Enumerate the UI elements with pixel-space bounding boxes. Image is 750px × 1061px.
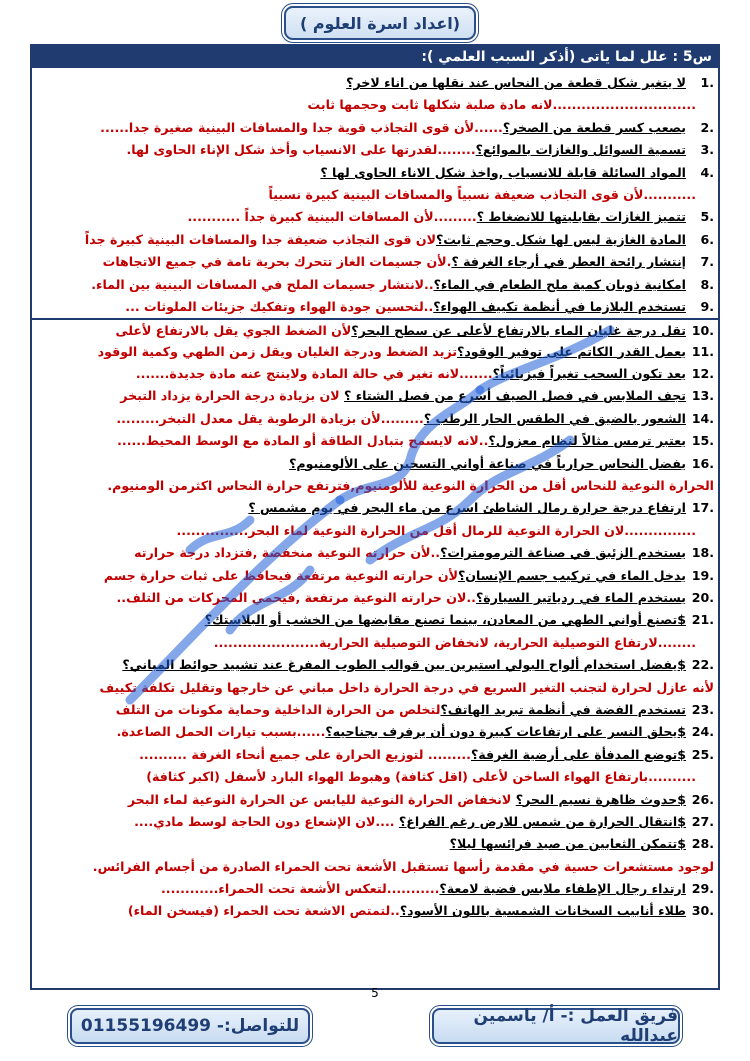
item-number: 1. (700, 75, 714, 90)
answer-text: ......... لتوزيع الحرارة على جميع أنحاء الغرفة .......... (139, 746, 471, 762)
question-text: المواد السائلة قابلة للانسياب ,واخذ شكل الاناء الحاوى لها ؟ (320, 164, 686, 180)
item-number: 6. (700, 231, 714, 247)
item-number: 14. (691, 410, 714, 426)
item-number: 10. (691, 323, 714, 339)
answer-continuation-line: ........لارتفاع التوصيلية الحرارية، لانخفاض التوصيلية الحرارية...................... (213, 634, 696, 650)
item-number: 15. (691, 433, 714, 449)
question-text: امكانية ذوبان كمية ملح الطعام في الماء؟ (433, 276, 686, 292)
item-number: 25. (691, 746, 714, 762)
page-header-title: (اعداد اسرة العلوم ) (299, 13, 461, 33)
question-text: يستخدم الماء في ردياتير السيارة؟ (475, 589, 686, 605)
question-text: $انتقال الحرارة من شمس للارض رغم الفراغ؟ (398, 813, 686, 829)
item-number: 18. (691, 545, 714, 561)
answer-line (32, 408, 718, 430)
answer-line (32, 363, 718, 385)
answer-line (32, 587, 718, 609)
question-text: $حدوث ظاهرة نسيم البحر؟ (515, 791, 686, 807)
item-number: 24. (691, 724, 714, 740)
question-text: تستخدم الفضة في أنظمة تبريد الهاتف؟ (440, 701, 686, 717)
answer-text: لأن حرارته النوعية مرتفعة فيحافظ على ثبات حرارة جسم (103, 567, 458, 583)
answer-text: لتخلص من الحرارة الداخلية وحماية مكونات من التلف (115, 701, 441, 717)
question-text: تسمية السوائل والغازات بالموائع؟ (475, 142, 686, 158)
question-title-bar (32, 46, 718, 68)
answer-text: .........لأن بزيادة الرطوبة يقل معدل التبخر......... (116, 410, 424, 426)
question-text: تجف الملابس في فصل الصيف أسرع من فصل الشتاء ؟ (344, 388, 686, 404)
answer-line (32, 542, 718, 564)
answer-text: ........لقدرتها على الانسياب وأخذ شكل الإناء الحاوى لها. (126, 142, 476, 158)
answer-continuation-line: لوجود مستشعرات حسية في مقدمة رأسها تستقبل الأشعة تحت الحمراء الصادرة من أجسام الفرائس. (92, 858, 714, 874)
answer-line (32, 296, 718, 318)
answer-text: ..لان حرارته النوعية مرتفعة ,فيحمي المحركات من التلف.. (116, 589, 476, 605)
item-number: 17. (691, 500, 714, 516)
item-number: 13. (691, 388, 714, 404)
item-number: 3. (700, 142, 714, 158)
question-text: يعمل القدر الكاتم على توفير الوقود؟ (457, 343, 686, 359)
answer-line (32, 430, 718, 452)
item-number: 28. (691, 836, 714, 852)
question-text: $يحلق النسر على ارتفاعات كبيرة دون أن يرفرف بجناحيه؟ (325, 724, 686, 740)
answer-line (32, 833, 718, 855)
page-header-banner (284, 6, 476, 40)
answer-line (32, 206, 718, 228)
answer-line (32, 811, 718, 833)
answer-text: ..لانتشار جسيمات الملح في المسافات البينية بين الماء. (91, 276, 434, 292)
answer-line (32, 721, 718, 743)
item-number: 4. (700, 164, 714, 180)
answer-line (32, 318, 718, 340)
question-text: $تصنع أواني الطهي من المعادن، بينما تصنع مقابضها من الخشب أو البلاستك؟ (204, 612, 686, 628)
item-number: 27. (691, 813, 714, 829)
answer-line (32, 385, 718, 407)
answer-line (32, 497, 718, 519)
answer-line (32, 789, 718, 811)
question-text: $يفضل استخدام ألواح البولي استيرين بين قوالب الطوب المفرغ عند تشييد حوائط المباني؟ (122, 657, 686, 673)
answer-line (32, 654, 718, 676)
question-text: ارتداء رجال الإطفاء ملابس فضية لامعة؟ (439, 881, 686, 897)
content-frame (30, 44, 720, 990)
answer-continuation-line: ...............لان الحرارة النوعية للرمال أقل من الحرارة النوعية لماء البحر............... (176, 522, 696, 538)
answer-text: لانخفاض الحرارة النوعية لليابس عن الحرارة النوعية لماء البحر (127, 791, 516, 807)
answer-continuation-line: ..........بارتفاع الهواء الساخن لأعلى (اقل كثافة) وهبوط الهواء البارد لأسفل (اكبر كثافة) (146, 769, 696, 785)
item-number: 5. (700, 209, 714, 225)
answer-line (32, 453, 718, 475)
answer-line (32, 565, 718, 587)
item-number: 19. (691, 567, 714, 583)
answer-text: تزيد الضغط ودرجة الغليان ويقل زمن الطهي وكمية الوقود (97, 343, 458, 359)
answer-text: .........لأن المسافات البينية كبيرة جداً ........... (187, 209, 477, 225)
answer-continuation-line: لأنه عازل لحرارة لتجنب التغير السريع في درجة الحرارة داخل مباني عن خارجها وتقليل تكلفة تكييف (99, 679, 714, 695)
item-number: 7. (700, 254, 714, 270)
answer-text: ......لأن قوى التجاذب قوية جدا والمسافات البينية صغيرة جدا...... (100, 119, 503, 135)
question-text: يعتبر ترمس مثالاً لنظام معزول؟ (488, 433, 686, 449)
question-text: يستخدم الزئبق في صناعة الترمومترات؟ (440, 545, 686, 561)
item-number: 12. (691, 366, 714, 382)
answer-line (32, 117, 718, 139)
answer-text: لان بزيادة درجة الحرارة يزداد التبخر (120, 388, 345, 404)
item-number: 22. (691, 657, 714, 673)
answer-text: .......لانه تغير في حالة المادة ولاينتج عنه مادة جديدة....... (135, 366, 493, 382)
team-box (432, 1008, 680, 1044)
question-text: يدخل الماء في تركيب جسم الإنسان؟ (457, 567, 686, 583)
answer-line (32, 878, 718, 900)
answer-line (32, 699, 718, 721)
question-text: تتميز الغازات بقابليتها للانضغاط ؟ (476, 209, 686, 225)
question-text: يعد تكون السحب تغيراً فيزيائياً؟ (492, 366, 686, 382)
answer-line (32, 139, 718, 161)
answer-text: لأن الضغط الجوي يقل بالارتفاع لأعلى (115, 323, 352, 339)
team-text: فريق العمل :- أ/ ياسمين عبدالله (473, 1006, 678, 1046)
answer-text: ..لتمتص الاشعة تحت الحمراء (فيسخن الماء) (127, 903, 400, 919)
question-text: $تتمكن الثعابين من صيد فرائسها ليلا؟ (449, 836, 686, 852)
contact-text: للتواصل:- 01155196499 (80, 1016, 300, 1036)
question-title: س5 : علل لما ياتى (أذكر السبب العلمي ): (421, 49, 712, 65)
question-text: ارتفاع درجة حرارة رمال الشاطئ اسرع من ماء البحر في يوم مشمس ؟ (248, 500, 686, 516)
answer-continuation-line: الحرارة النوعية للنحاس أقل من الحرارة النوعية للألومنيوم,فترتفع حرارة النحاس اكثرمن الومنيوم. (107, 478, 714, 494)
item-number: 8. (700, 276, 714, 292)
answer-continuation-line: ..............................لانه مادة صلبة شكلها ثابت وحجمها ثابت (307, 97, 696, 113)
question-text: لا يتغير شكل قطعة من النحاس عند نقلها من اناء لاخر؟ (346, 75, 686, 90)
answer-line (32, 162, 718, 184)
item-number: 30. (691, 903, 714, 919)
item-number: 9. (700, 298, 714, 314)
answer-line (32, 72, 718, 94)
answer-line (32, 609, 718, 631)
answer-text: ......بسبب تيارات الحمل الصاعدة. (116, 724, 326, 740)
question-text: المادة الغازية ليس لها شكل وحجم ثابت؟ (436, 231, 686, 247)
answer-line (32, 900, 718, 922)
question-text: يفضل النحاس حرارياً في صناعة أواني التسخين على الألومنيوم؟ (289, 455, 686, 471)
answer-line (32, 229, 718, 251)
answer-list (32, 72, 718, 923)
answer-text: ...........لتعكس الأشعة تحت الحمراء............ (161, 881, 440, 897)
question-text: $توضع المدفأة على أرضية الغرفة؟ (470, 746, 686, 762)
page-number: 5 (371, 986, 379, 1000)
answer-text: ....لان الإشعاع دون الحاجة لوسط مادي.... (134, 813, 399, 829)
answer-text: ..لانه لايسمح بتبادل الطاقة أو المادة مع الوسط المحيط...... (117, 433, 489, 449)
question-text: تقل درجة غليان الماء بالارتفاع لأعلى عن سطح البحر؟ (351, 323, 686, 339)
answer-text: لان قوى التجاذب ضعيفة جدا والمسافات البينية كبيرة جداً (84, 231, 436, 247)
answer-line (32, 274, 718, 296)
item-number: 2. (700, 119, 714, 135)
contact-box (70, 1008, 310, 1044)
item-number: 26. (691, 791, 714, 807)
item-number: 21. (691, 612, 714, 628)
answer-text: ..لتحسين جودة الهواء وتفكيك جزيئات الملوثات ... (125, 298, 434, 314)
question-text: يصعب كسر قطعة من الصخر؟ (502, 119, 686, 135)
question-text: إنتشار رائحة العطر في أرجاء الغرفة ؟ (451, 254, 686, 270)
answer-continuation-line: ...........لأن قوى التجاذب ضعيفة نسبياً والمسافات البينية كبيرة نسبياً (268, 186, 696, 202)
item-number: 20. (691, 589, 714, 605)
item-number: 16. (691, 455, 714, 471)
answer-text: .لأن جسيمات الغاز تتحرك بحرية تامة في جميع الاتجاهات (102, 254, 452, 270)
question-text: طلاء أنابيب السخانات الشمسية باللون الأسود؟ (399, 903, 686, 919)
question-text: الشعور بالضيق في الطقس الحار الرطب ؟ (423, 410, 686, 426)
item-number: 11. (691, 343, 714, 359)
question-text: تستخدم البلازما في أنظمة تكييف الهواء؟ (433, 298, 686, 314)
answer-line (32, 251, 718, 273)
answer-text: ..لأن حرارته النوعية منخفضة ,فتزداد درجة حرارته (134, 545, 441, 561)
answer-line (32, 744, 718, 766)
item-number: 23. (691, 701, 714, 717)
answer-line (32, 341, 718, 363)
item-number: 29. (691, 881, 714, 897)
